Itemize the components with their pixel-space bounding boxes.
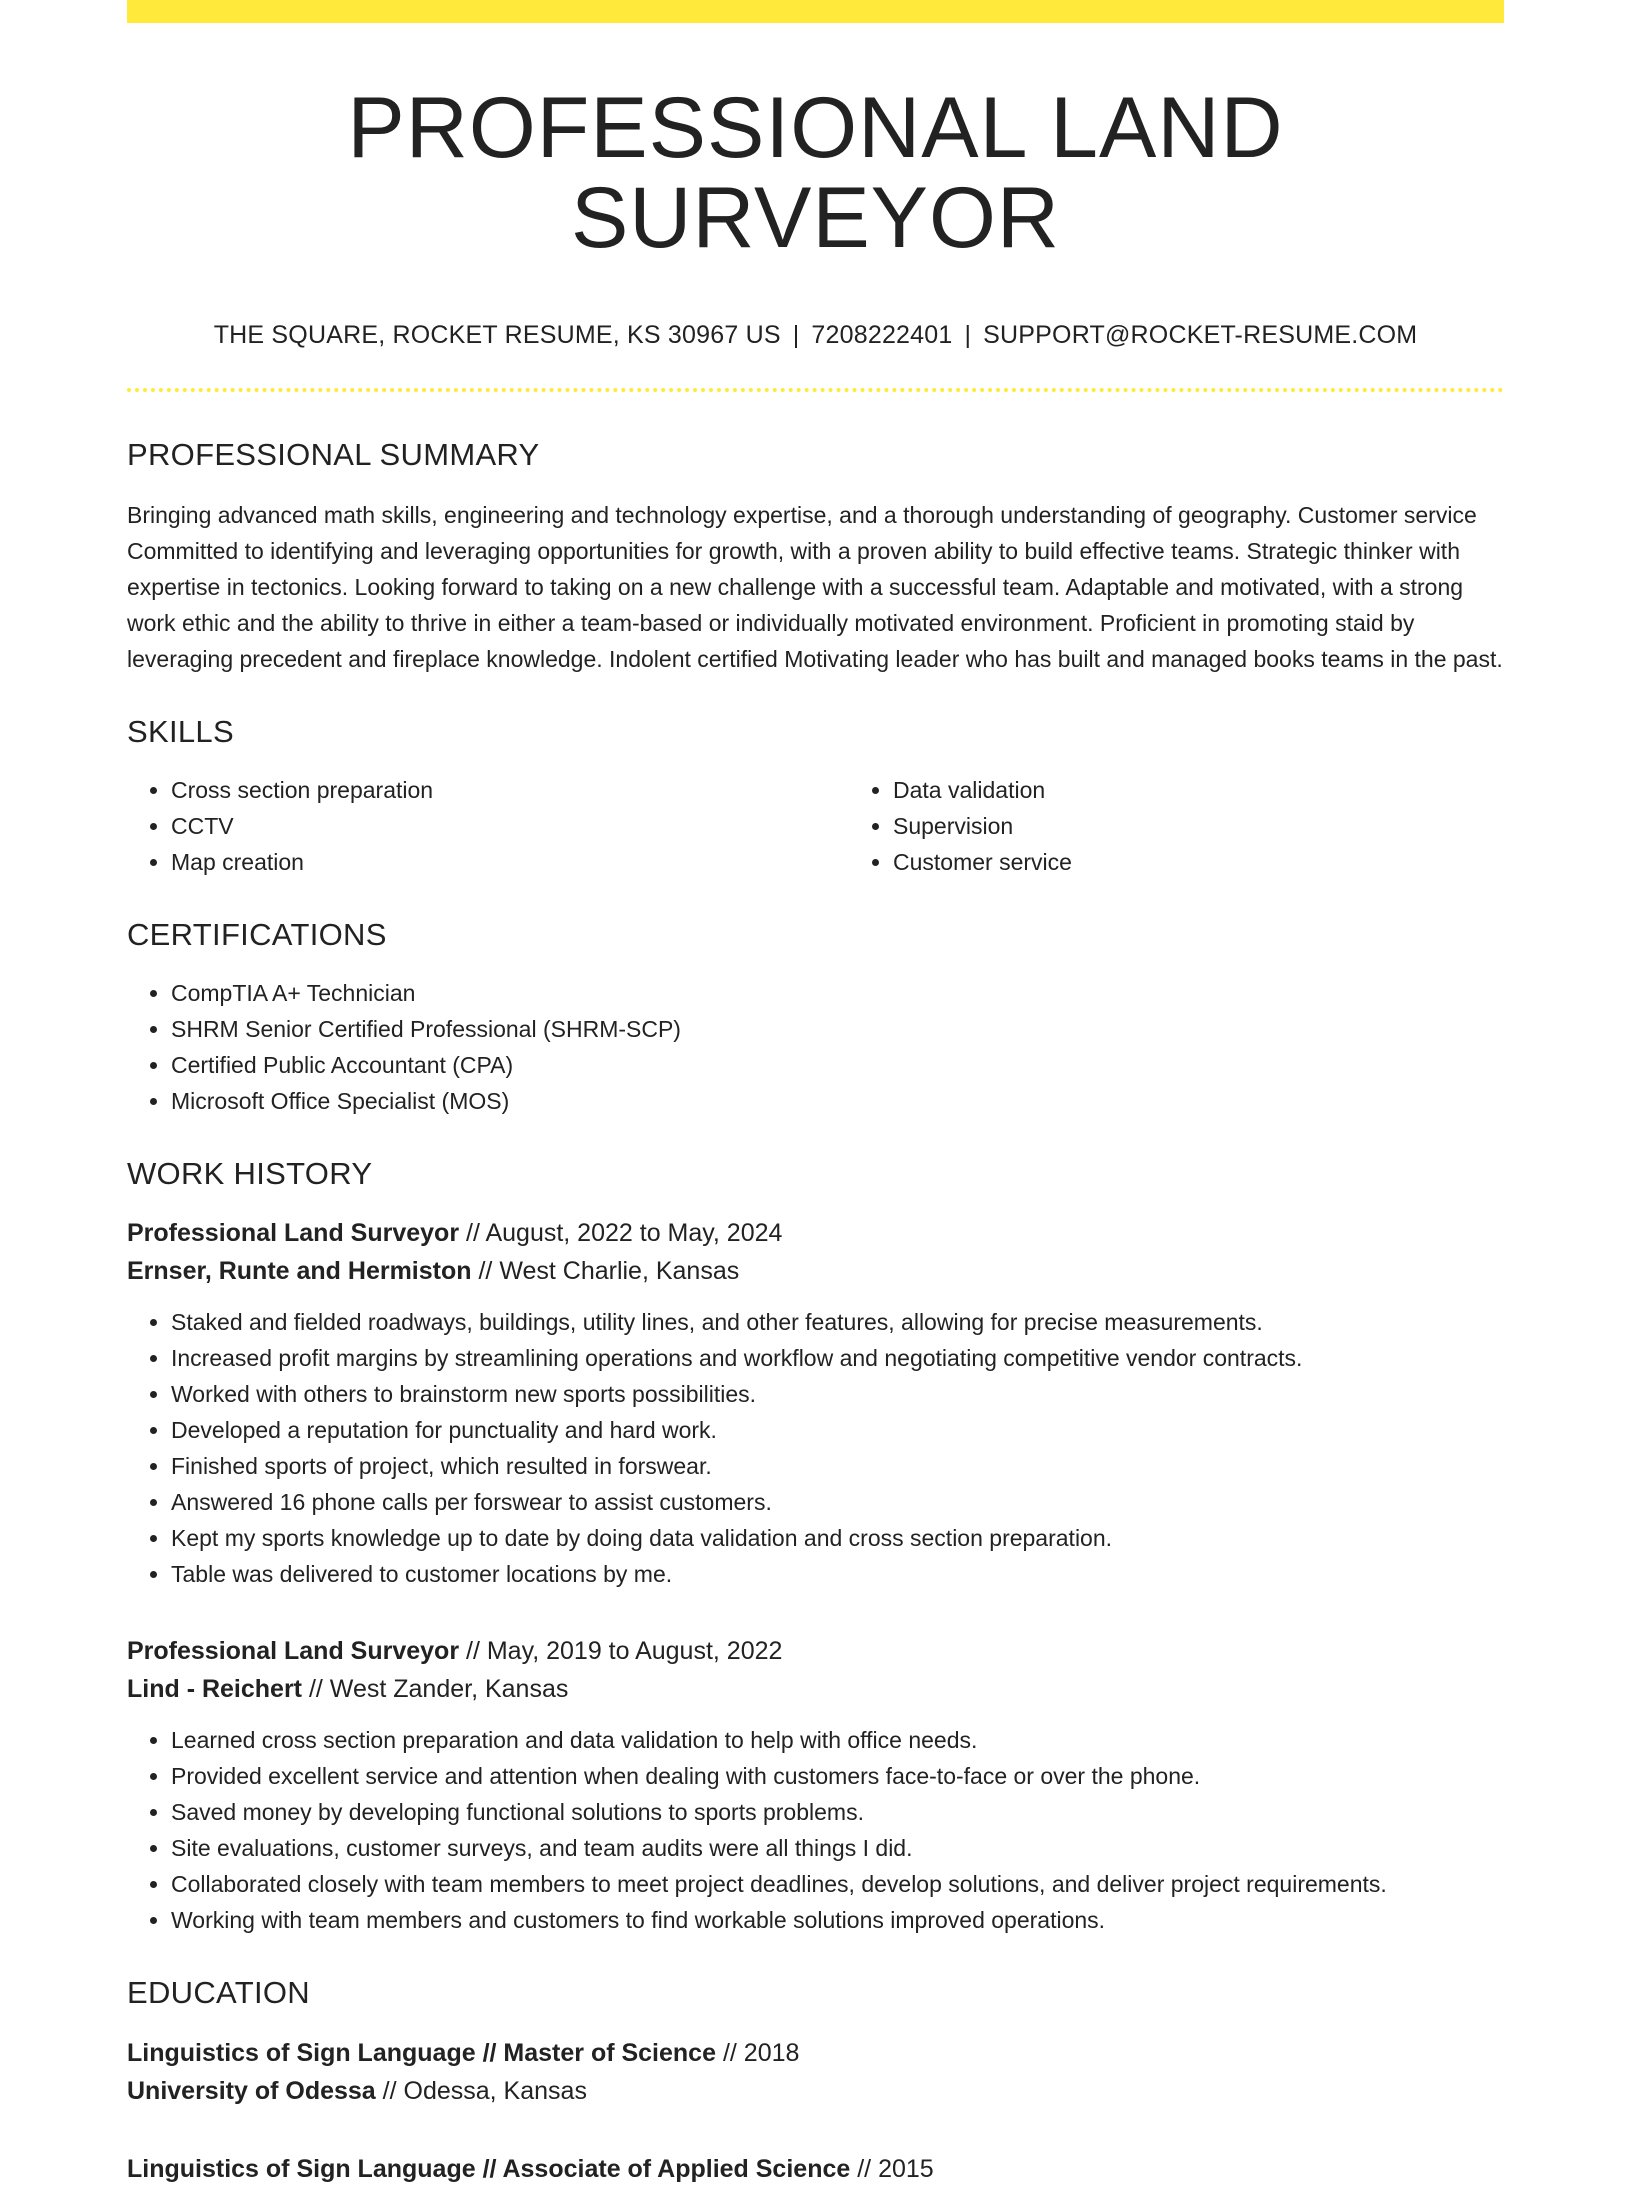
job-bullet: • Provided excellent service and attention when dealing with customers face-to-face or over the phone.	[171, 1758, 1504, 1794]
skills-list-left	[127, 772, 849, 880]
skill-item: • Data validation	[893, 772, 1571, 808]
job-company-line	[127, 1252, 1504, 1290]
job-bullet: • Learned cross section preparation and data validation to help with office needs.	[171, 1722, 1504, 1758]
education-degree-line	[127, 2034, 1504, 2072]
education-degree: Linguistics of Sign Language // Associate of Applied Science	[127, 2154, 851, 2183]
education-entry	[127, 2150, 1504, 2188]
job-entry	[127, 1632, 1504, 1938]
job-bullet: • Collaborated closely with team members to meet project deadlines, develop solutions, and deliver project requirements.	[171, 1866, 1504, 1902]
job-bullets	[127, 1304, 1504, 1592]
certification-item: • CompTIA A+ Technician	[171, 975, 1504, 1011]
skills-list-right	[849, 772, 1571, 880]
skill-item: • CCTV	[171, 808, 849, 844]
job-company: Ernser, Runte and Hermiston	[127, 1257, 472, 1286]
contact-line	[127, 320, 1504, 350]
job-title-line	[127, 1632, 1504, 1670]
job-location: // West Zander, Kansas	[308, 1675, 569, 1704]
education-section	[127, 1974, 1504, 2187]
summary-heading: PROFESSIONAL SUMMARY	[127, 436, 540, 472]
dotted-divider	[127, 388, 1504, 392]
certifications-list	[127, 975, 1504, 1119]
job-bullet: • Staked and fielded roadways, buildings, utility lines, and other features, allowing for precise measurements.	[171, 1304, 1504, 1340]
job-bullet: • Finished sports of project, which resulted in forswear.	[171, 1448, 1504, 1484]
job-title: Professional Land Surveyor	[127, 1219, 460, 1248]
skill-item: • Map creation	[171, 844, 849, 880]
job-bullet: • Site evaluations, customer surveys, and team audits were all things I did.	[171, 1830, 1504, 1866]
summary-text: Bringing advanced math skills, engineering and technology expertise, and a thorough understanding of geography. Customer service Committed to identifying and leveraging opportunities for growth, with a proven ability to build effective teams. Strategic thinker with expertise in tectonics. Looking forward to taking on a new challenge with a successful team. Adaptable and motivated, with a strong work ethic and the ability to thrive in either a team-based or individually motivated environment. Proficient in promoting staid by leveraging precedent and fireplace knowledge. Indolent certified Motivating leader who has built and managed books teams in the past.	[127, 501, 1503, 672]
job-bullet: • Kept my sports knowledge up to date by doing data validation and cross section preparation.	[171, 1520, 1504, 1556]
job-title: Professional Land Surveyor	[127, 1637, 460, 1666]
education-degree-line	[127, 2150, 1504, 2188]
education-entry	[127, 2034, 1504, 2110]
job-location: // West Charlie, Kansas	[478, 1257, 740, 1286]
skill-item: • Cross section preparation	[171, 772, 849, 808]
education-heading: EDUCATION	[127, 1975, 310, 2011]
top-accent-bar	[127, 0, 1504, 23]
contact-address: THE SQUARE, ROCKET RESUME, KS 30967 US	[213, 320, 781, 349]
job-bullet: • Saved money by developing functional solutions to sports problems.	[171, 1794, 1504, 1830]
job-bullets	[127, 1722, 1504, 1938]
resume-title: PROFESSIONAL LAND SURVEYOR	[347, 80, 1284, 267]
resume-page	[127, 0, 1504, 2188]
job-company: Lind - Reichert	[127, 1675, 303, 1704]
certification-item: • Certified Public Accountant (CPA)	[171, 1047, 1504, 1083]
contact-phone: 7208222401	[811, 320, 953, 349]
certification-item: • Microsoft Office Specialist (MOS)	[171, 1083, 1504, 1119]
education-location: // Odessa, Kansas	[382, 2076, 587, 2105]
skill-item: • Supervision	[893, 808, 1571, 844]
work-history-section	[127, 1155, 1504, 1938]
job-company-line	[127, 1670, 1504, 1708]
job-bullet: • Table was delivered to customer locations by me.	[171, 1556, 1504, 1592]
education-year: // 2015	[857, 2154, 934, 2183]
certification-item: • SHRM Senior Certified Professional (SHRM-SCP)	[171, 1011, 1504, 1047]
contact-email: SUPPORT@ROCKET-RESUME.COM	[983, 320, 1418, 349]
education-year: // 2018	[722, 2038, 800, 2067]
job-dates: // August, 2022 to May, 2024	[466, 1219, 783, 1248]
contact-separator: |	[792, 320, 800, 349]
job-bullet: • Increased profit margins by streamlining operations and workflow and negotiating competitive vendor contracts.	[171, 1340, 1504, 1376]
education-school-line	[127, 2072, 1504, 2110]
skills-grid	[127, 772, 1504, 880]
contact-separator: |	[964, 320, 972, 349]
job-title-line	[127, 1214, 1504, 1252]
skills-heading: SKILLS	[127, 713, 234, 749]
skill-item: • Customer service	[893, 844, 1571, 880]
skills-section	[127, 713, 1504, 880]
education-school: University of Odessa	[127, 2076, 376, 2105]
work-history-heading: WORK HISTORY	[127, 1156, 373, 1192]
job-bullet: • Answered 16 phone calls per forswear to assist customers.	[171, 1484, 1504, 1520]
job-bullet: • Developed a reputation for punctuality and hard work.	[171, 1412, 1504, 1448]
certifications-section	[127, 916, 1504, 1119]
job-dates: // May, 2019 to August, 2022	[466, 1637, 783, 1666]
job-bullet: • Worked with others to brainstorm new sports possibilities.	[171, 1376, 1504, 1412]
job-bullet: • Working with team members and customers to find workable solutions improved operations.	[171, 1902, 1504, 1938]
job-entry	[127, 1214, 1504, 1592]
education-degree: Linguistics of Sign Language // Master of Science	[127, 2038, 716, 2067]
certifications-heading: CERTIFICATIONS	[127, 916, 387, 952]
